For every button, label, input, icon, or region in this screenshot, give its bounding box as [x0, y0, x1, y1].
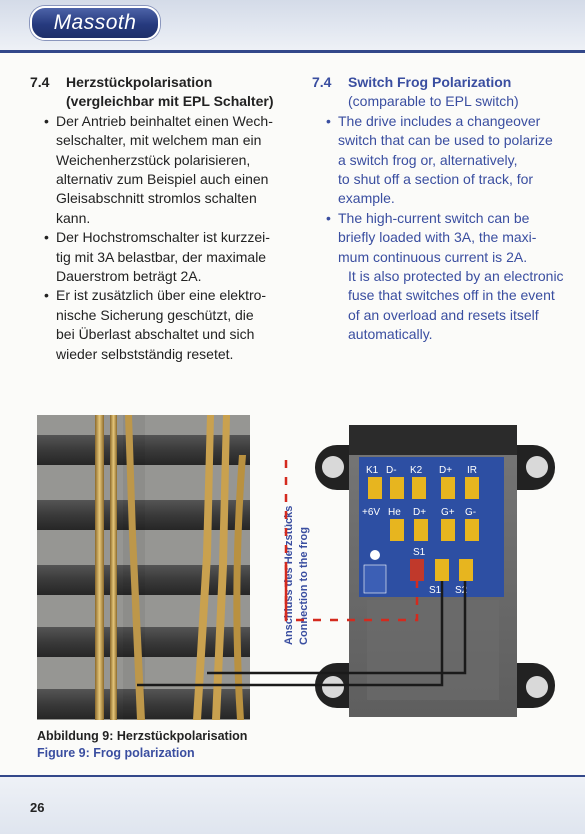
section-number: 7.4: [30, 74, 50, 90]
bullet-item: [338, 112, 574, 209]
solder-pad: [441, 519, 455, 541]
case-cap: [349, 425, 517, 455]
solder-pad: [465, 477, 479, 499]
solder-pad: [412, 477, 426, 499]
pad-label: K2: [410, 465, 423, 476]
text-line: • The high-current switch can be: [338, 209, 530, 226]
mounting-hole: [322, 676, 344, 698]
pad-label: D+: [439, 465, 453, 476]
vertical-label-de: Anschluss des Herzstücks: [283, 505, 295, 645]
solder-pad: [435, 559, 449, 581]
circuit-board: [359, 457, 504, 597]
text-line: selschalter, mit welchem man ein: [56, 132, 262, 149]
text-line: Weichenherzstück polarisieren,: [56, 151, 251, 168]
bullet-item: [56, 228, 292, 286]
frog-shade: [123, 415, 145, 720]
solder-pad: [459, 559, 473, 581]
page-number: 26: [30, 800, 45, 815]
solder-pad: [441, 477, 455, 499]
pad-label: K1: [366, 465, 379, 476]
rail: [110, 415, 117, 720]
frog-polarization-figure: [37, 415, 567, 720]
figure-caption: [37, 728, 247, 762]
german-bullet-list: [30, 112, 292, 364]
text-line: alternativ zum Beispiel auch einen: [56, 171, 269, 188]
mounting-hole: [322, 456, 344, 478]
pad-label: G+: [441, 507, 455, 518]
english-column: [312, 73, 574, 345]
text-line: Dauerstrom beträgt 2A.: [56, 268, 202, 285]
pad-label: +6V: [362, 507, 381, 518]
bullet-item: [56, 286, 292, 364]
text-line: briefly loaded with 3A, the maxi-: [338, 229, 537, 246]
pad-label: IR: [467, 465, 477, 476]
german-title: Herzstückpolarisation: [66, 74, 213, 90]
text-line: fuse that switches off in the event: [348, 287, 555, 304]
caption-english: Figure 9: Frog polarization: [37, 746, 195, 760]
footer-band: [0, 777, 585, 834]
pad-label: He: [388, 507, 401, 518]
text-line: • Der Antrieb beinhaltet einen Wech-: [56, 112, 273, 129]
solder-pad: [414, 519, 428, 541]
english-continuation: [312, 267, 574, 345]
german-heading: [30, 73, 292, 112]
solder-pad: [390, 477, 404, 499]
bullet-item: [56, 112, 292, 228]
text-line: to shut off a section of track, for: [338, 171, 534, 188]
mounting-hole: [526, 456, 548, 478]
text-line: wieder selbstständig resetet.: [56, 345, 234, 362]
text-line: Gleisabschnitt stromlos schalten: [56, 190, 257, 207]
pad-label: S2: [455, 585, 468, 596]
text-line: a switch frog or, alternatively,: [338, 151, 518, 168]
massoth-logo: Massoth: [30, 6, 160, 40]
mounting-hole: [526, 676, 548, 698]
caption-german: Abbildung 9: Herzstückpolarisation: [37, 729, 248, 743]
text-line: • The drive includes a changeover: [338, 112, 541, 129]
bullet-item: [338, 209, 574, 267]
pad-label: D+: [413, 507, 427, 518]
text-line: bei Überlast abschaltet und sich: [56, 326, 255, 343]
text-line: example.: [338, 190, 395, 207]
german-column: [30, 73, 292, 364]
header-rule: [0, 50, 585, 53]
vertical-label-en: Connection to the frog: [298, 527, 310, 645]
text-line: of an overload and resets itself: [348, 306, 539, 323]
english-bullet-list: [312, 112, 574, 267]
english-heading: [312, 73, 574, 92]
text-line: tig mit 3A belastbar, der maximale: [56, 248, 267, 265]
text-line: kann.: [56, 209, 91, 226]
text-line: It is also protected by an electronic: [348, 268, 564, 285]
solder-pad: [465, 519, 479, 541]
rail: [95, 415, 104, 720]
frog-pad: [410, 559, 424, 581]
text-line: automatically.: [348, 326, 433, 343]
text-line: mum continuous current is 2A.: [338, 248, 528, 265]
text-line: • Er ist zusätzlich über eine elektro-: [56, 287, 267, 304]
pad-label: S1: [429, 585, 442, 596]
component-marking: [364, 565, 386, 593]
section-number: 7.4: [312, 74, 332, 90]
solder-pad: [368, 477, 382, 499]
led-marker: [370, 550, 380, 560]
english-subtitle: (comparable to EPL switch): [348, 93, 519, 110]
pad-label: G-: [465, 507, 477, 518]
text-line: • Der Hochstromschalter ist kurzzei-: [56, 229, 270, 246]
pad-label: D-: [386, 465, 397, 476]
german-title-sub: (vergleichbar mit EPL Schalter): [66, 93, 274, 110]
pad-label: S1: [413, 547, 426, 558]
text-line: switch that can be used to polarize: [338, 132, 553, 149]
solder-pad: [390, 519, 404, 541]
english-title: Switch Frog Polarization: [348, 74, 512, 90]
text-line: nische Sicherung geschützt, die: [56, 306, 254, 323]
